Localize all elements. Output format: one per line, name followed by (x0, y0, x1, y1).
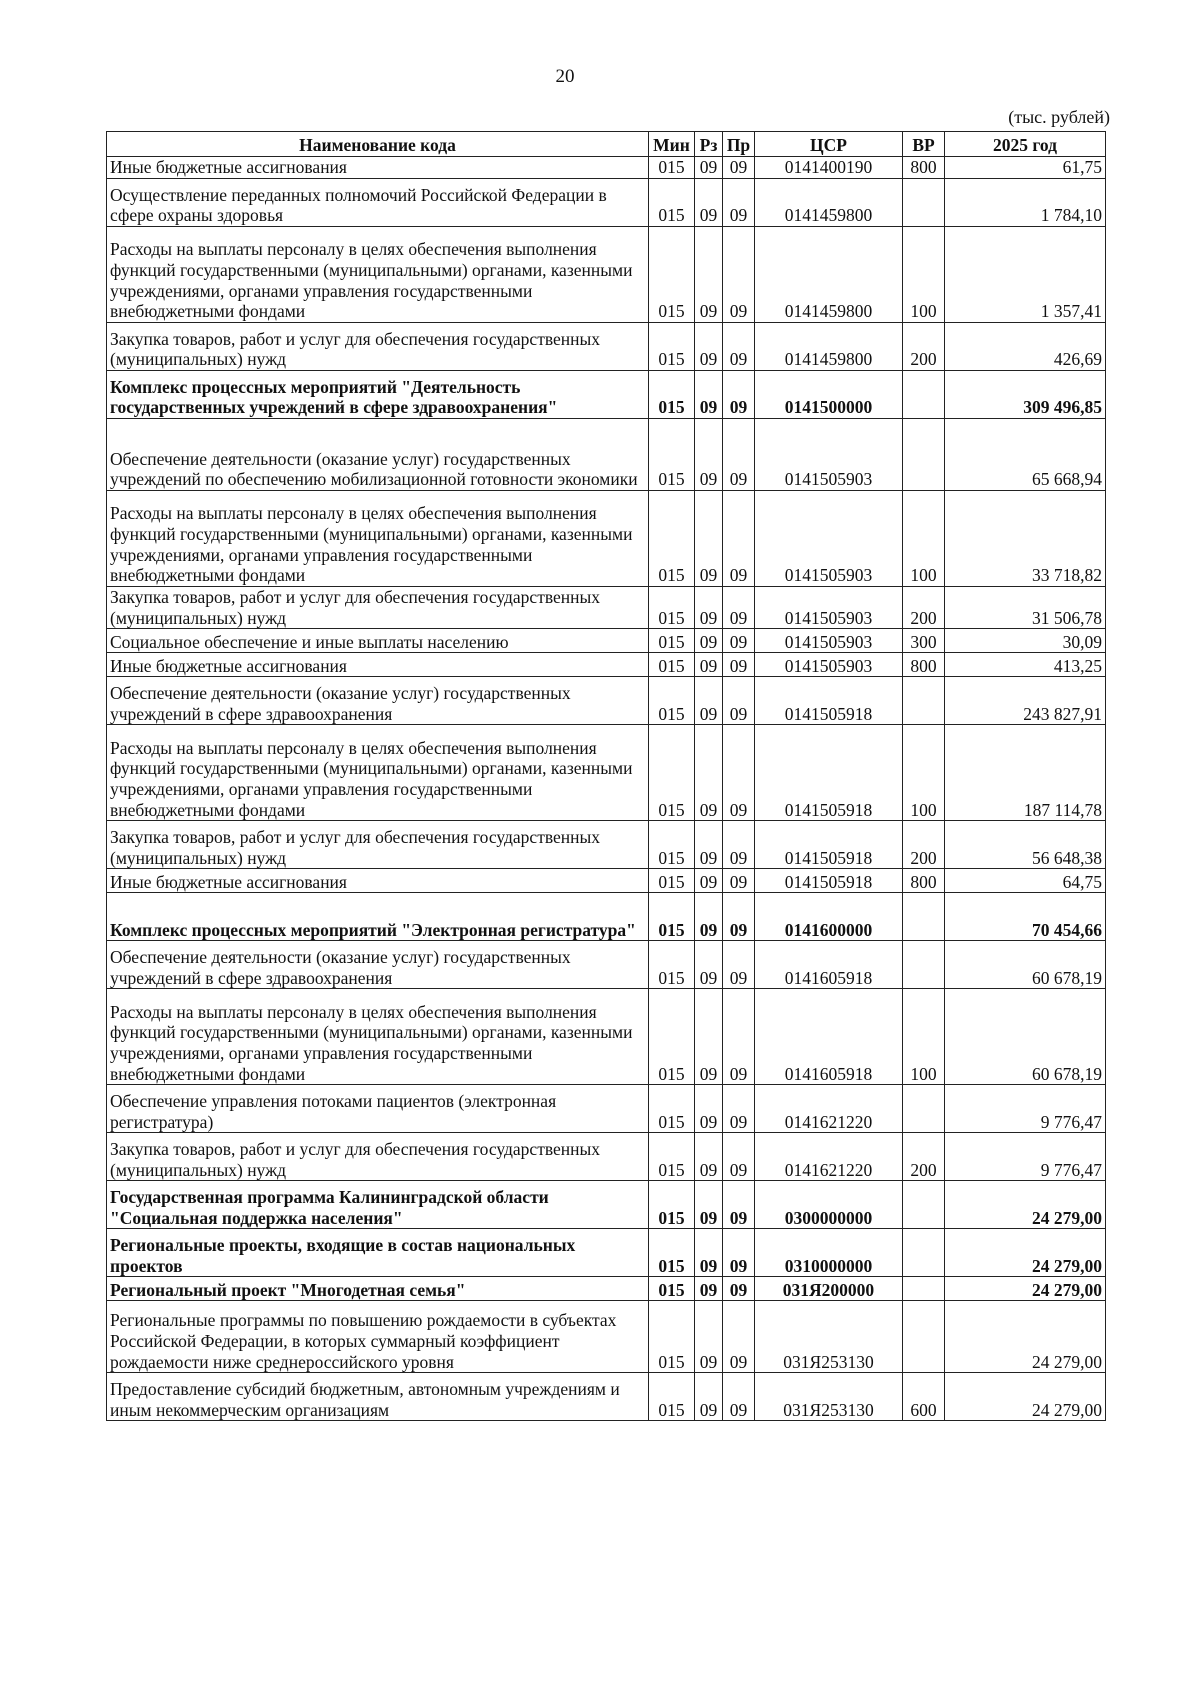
row-vr: 200 (903, 821, 945, 869)
table-row (107, 725, 1106, 821)
row-rz: 09 (695, 893, 723, 941)
row-vr: 100 (903, 725, 945, 821)
row-rz: 09 (695, 941, 723, 989)
row-vr: 800 (903, 653, 945, 677)
row-vr (903, 1181, 945, 1229)
row-pr: 09 (723, 725, 755, 821)
row-csr: 0141505903 (755, 419, 903, 491)
row-csr: 0141505903 (755, 629, 903, 653)
row-name: Иные бюджетные ассигнования (107, 157, 649, 179)
row-rz: 09 (695, 629, 723, 653)
row-csr: 0141505918 (755, 677, 903, 725)
header-pr: Пр (723, 132, 755, 157)
units-label: (тыс. рублей) (1008, 107, 1110, 127)
row-name: Государственная программа Калининградской области "Социальная поддержка населения" (107, 1181, 649, 1229)
row-csr: 0141621220 (755, 1085, 903, 1133)
table-row (107, 1181, 1106, 1229)
table-row (107, 227, 1106, 323)
row-name: Обеспечение деятельности (оказание услуг) государственных учреждений в сфере здравоохранения (107, 677, 649, 725)
table-row (107, 989, 1106, 1085)
row-vr (903, 893, 945, 941)
row-vr (903, 1277, 945, 1301)
row-min: 015 (649, 227, 695, 323)
row-name: Расходы на выплаты персоналу в целях обеспечения выполнения функций государственными (муниципальными) органами, казенными учреждениями, органами управления государственными внебюджетными фондами (107, 227, 649, 323)
row-rz: 09 (695, 419, 723, 491)
row-min: 015 (649, 1085, 695, 1133)
row-sum: 24 279,00 (945, 1277, 1106, 1301)
row-pr: 09 (723, 227, 755, 323)
row-vr: 100 (903, 227, 945, 323)
page-number: 20 (555, 66, 575, 87)
row-pr: 09 (723, 1301, 755, 1373)
row-name: Комплекс процессных мероприятий "Электронная регистратура" (107, 893, 649, 941)
row-vr: 200 (903, 587, 945, 629)
row-rz: 09 (695, 725, 723, 821)
row-min: 015 (649, 941, 695, 989)
row-sum: 70 454,66 (945, 893, 1106, 941)
row-min: 015 (649, 1301, 695, 1373)
row-rz: 09 (695, 1133, 723, 1181)
row-rz: 09 (695, 587, 723, 629)
row-name: Расходы на выплаты персоналу в целях обеспечения выполнения функций государственными (муниципальными) органами, казенными учреждениями, органами управления государственными внебюджетными фондами (107, 989, 649, 1085)
row-min: 015 (649, 1229, 695, 1277)
row-name: Расходы на выплаты персоналу в целях обеспечения выполнения функций государственными (муниципальными) органами, казенными учреждениями, органами управления государственными внебюджетными фондами (107, 491, 649, 587)
row-min: 015 (649, 419, 695, 491)
row-vr: 100 (903, 989, 945, 1085)
row-rz: 09 (695, 653, 723, 677)
row-sum: 9 776,47 (945, 1085, 1106, 1133)
row-vr: 200 (903, 323, 945, 371)
table-row (107, 821, 1106, 869)
row-name: Закупка товаров, работ и услуг для обеспечения государственных (муниципальных) нужд (107, 1133, 649, 1181)
row-name: Обеспечение управления потоками пациентов (электронная регистратура) (107, 1085, 649, 1133)
row-pr: 09 (723, 989, 755, 1085)
row-min: 015 (649, 587, 695, 629)
table-row (107, 179, 1106, 227)
row-vr: 800 (903, 157, 945, 179)
budget-table (106, 131, 1106, 1421)
row-vr (903, 677, 945, 725)
row-csr: 0141459800 (755, 179, 903, 227)
row-csr: 0141621220 (755, 1133, 903, 1181)
row-csr: 031Я253130 (755, 1301, 903, 1373)
table-row (107, 491, 1106, 587)
row-pr: 09 (723, 1085, 755, 1133)
row-rz: 09 (695, 371, 723, 419)
row-sum: 60 678,19 (945, 989, 1106, 1085)
row-sum: 24 279,00 (945, 1301, 1106, 1373)
row-rz: 09 (695, 989, 723, 1085)
row-name: Обеспечение деятельности (оказание услуг) государственных учреждений в сфере здравоохранения (107, 941, 649, 989)
row-rz: 09 (695, 323, 723, 371)
table-row (107, 1301, 1106, 1373)
row-min: 015 (649, 1181, 695, 1229)
row-csr: 0141459800 (755, 323, 903, 371)
header-sum: 2025 год (945, 132, 1106, 157)
row-rz: 09 (695, 227, 723, 323)
row-sum: 309 496,85 (945, 371, 1106, 419)
row-pr: 09 (723, 1133, 755, 1181)
row-sum: 24 279,00 (945, 1229, 1106, 1277)
table-row (107, 371, 1106, 419)
row-sum: 24 279,00 (945, 1181, 1106, 1229)
row-vr (903, 1229, 945, 1277)
row-pr: 09 (723, 157, 755, 179)
table-row (107, 629, 1106, 653)
table-row (107, 587, 1106, 629)
row-pr: 09 (723, 587, 755, 629)
row-name: Осуществление переданных полномочий Российской Федерации в сфере охраны здоровья (107, 179, 649, 227)
row-sum: 9 776,47 (945, 1133, 1106, 1181)
row-csr: 0141459800 (755, 227, 903, 323)
row-rz: 09 (695, 1373, 723, 1421)
row-name: Закупка товаров, работ и услуг для обеспечения государственных (муниципальных) нужд (107, 821, 649, 869)
row-csr: 0310000000 (755, 1229, 903, 1277)
row-vr: 100 (903, 491, 945, 587)
table-row (107, 1085, 1106, 1133)
row-rz: 09 (695, 179, 723, 227)
row-name: Закупка товаров, работ и услуг для обеспечения государственных (муниципальных) нужд (107, 587, 649, 629)
row-csr: 0141600000 (755, 893, 903, 941)
row-pr: 09 (723, 821, 755, 869)
row-min: 015 (649, 491, 695, 587)
row-pr: 09 (723, 1229, 755, 1277)
row-rz: 09 (695, 869, 723, 893)
row-min: 015 (649, 869, 695, 893)
row-vr: 800 (903, 869, 945, 893)
row-min: 015 (649, 1133, 695, 1181)
row-min: 015 (649, 1277, 695, 1301)
row-min: 015 (649, 1373, 695, 1421)
row-vr (903, 371, 945, 419)
row-sum: 187 114,78 (945, 725, 1106, 821)
row-pr: 09 (723, 653, 755, 677)
header-csr: ЦСР (755, 132, 903, 157)
row-sum: 24 279,00 (945, 1373, 1106, 1421)
row-min: 015 (649, 157, 695, 179)
row-rz: 09 (695, 1229, 723, 1277)
row-name: Обеспечение деятельности (оказание услуг) государственных учреждений по обеспечению мобилизационной готовности экономики (107, 419, 649, 491)
row-sum: 243 827,91 (945, 677, 1106, 725)
row-csr: 0141505903 (755, 653, 903, 677)
row-pr: 09 (723, 677, 755, 725)
row-name: Иные бюджетные ассигнования (107, 869, 649, 893)
row-min: 015 (649, 323, 695, 371)
table-row (107, 157, 1106, 179)
row-name: Региональные программы по повышению рождаемости в субъектах Российской Федерации, в которых суммарный коэффициент рождаемости ниже среднероссийского уровня (107, 1301, 649, 1373)
row-min: 015 (649, 725, 695, 821)
header-vr: ВР (903, 132, 945, 157)
table-header-row (107, 132, 1106, 157)
row-rz: 09 (695, 1301, 723, 1373)
row-name: Региональные проекты, входящие в состав национальных проектов (107, 1229, 649, 1277)
row-pr: 09 (723, 1181, 755, 1229)
row-vr (903, 1301, 945, 1373)
table-row (107, 869, 1106, 893)
table-row (107, 1229, 1106, 1277)
row-vr: 300 (903, 629, 945, 653)
row-vr (903, 419, 945, 491)
table-row (107, 323, 1106, 371)
row-pr: 09 (723, 419, 755, 491)
row-vr: 600 (903, 1373, 945, 1421)
row-min: 015 (649, 371, 695, 419)
row-csr: 0141505918 (755, 725, 903, 821)
row-pr: 09 (723, 371, 755, 419)
row-csr: 0141505918 (755, 821, 903, 869)
row-csr: 0141505918 (755, 869, 903, 893)
row-pr: 09 (723, 893, 755, 941)
row-rz: 09 (695, 491, 723, 587)
row-vr (903, 941, 945, 989)
row-min: 015 (649, 893, 695, 941)
row-min: 015 (649, 629, 695, 653)
row-pr: 09 (723, 941, 755, 989)
row-sum: 33 718,82 (945, 491, 1106, 587)
row-sum: 65 668,94 (945, 419, 1106, 491)
row-sum: 60 678,19 (945, 941, 1106, 989)
row-pr: 09 (723, 1373, 755, 1421)
row-rz: 09 (695, 157, 723, 179)
row-pr: 09 (723, 869, 755, 893)
row-name: Предоставление субсидий бюджетным, автономным учреждениям и иным некоммерческим организациям (107, 1373, 649, 1421)
row-min: 015 (649, 179, 695, 227)
row-csr: 0141605918 (755, 941, 903, 989)
row-csr: 0141505903 (755, 491, 903, 587)
table-row (107, 941, 1106, 989)
row-csr: 0141605918 (755, 989, 903, 1085)
row-min: 015 (649, 677, 695, 725)
row-pr: 09 (723, 491, 755, 587)
table-row (107, 419, 1106, 491)
row-pr: 09 (723, 629, 755, 653)
row-sum: 426,69 (945, 323, 1106, 371)
row-csr: 0300000000 (755, 1181, 903, 1229)
table-row (107, 893, 1106, 941)
row-sum: 30,09 (945, 629, 1106, 653)
row-min: 015 (649, 989, 695, 1085)
row-name: Закупка товаров, работ и услуг для обеспечения государственных (муниципальных) нужд (107, 323, 649, 371)
row-name: Комплекс процессных мероприятий "Деятельность государственных учреждений в сфере здравоохранения" (107, 371, 649, 419)
row-vr: 200 (903, 1133, 945, 1181)
row-vr (903, 179, 945, 227)
table-row (107, 1373, 1106, 1421)
row-vr (903, 1085, 945, 1133)
row-min: 015 (649, 653, 695, 677)
row-csr: 0141500000 (755, 371, 903, 419)
row-rz: 09 (695, 677, 723, 725)
row-min: 015 (649, 821, 695, 869)
table-row (107, 677, 1106, 725)
row-sum: 56 648,38 (945, 821, 1106, 869)
row-name: Расходы на выплаты персоналу в целях обеспечения выполнения функций государственными (муниципальными) органами, казенными учреждениями, органами управления государственными внебюджетными фондами (107, 725, 649, 821)
header-min: Мин (649, 132, 695, 157)
row-rz: 09 (695, 1277, 723, 1301)
table-row (107, 653, 1106, 677)
row-sum: 64,75 (945, 869, 1106, 893)
row-rz: 09 (695, 821, 723, 869)
row-rz: 09 (695, 1085, 723, 1133)
row-csr: 0141400190 (755, 157, 903, 179)
row-pr: 09 (723, 179, 755, 227)
row-pr: 09 (723, 1277, 755, 1301)
row-sum: 413,25 (945, 653, 1106, 677)
table-row (107, 1277, 1106, 1301)
row-csr: 0141505903 (755, 587, 903, 629)
row-rz: 09 (695, 1181, 723, 1229)
row-name: Иные бюджетные ассигнования (107, 653, 649, 677)
row-csr: 031Я253130 (755, 1373, 903, 1421)
row-sum: 1 784,10 (945, 179, 1106, 227)
header-name: Наименование кода (107, 132, 649, 157)
row-sum: 61,75 (945, 157, 1106, 179)
row-name: Региональный проект "Многодетная семья" (107, 1277, 649, 1301)
table-row (107, 1133, 1106, 1181)
row-pr: 09 (723, 323, 755, 371)
row-sum: 31 506,78 (945, 587, 1106, 629)
row-csr: 031Я200000 (755, 1277, 903, 1301)
header-rz: Рз (695, 132, 723, 157)
row-sum: 1 357,41 (945, 227, 1106, 323)
row-name: Социальное обеспечение и иные выплаты населению (107, 629, 649, 653)
